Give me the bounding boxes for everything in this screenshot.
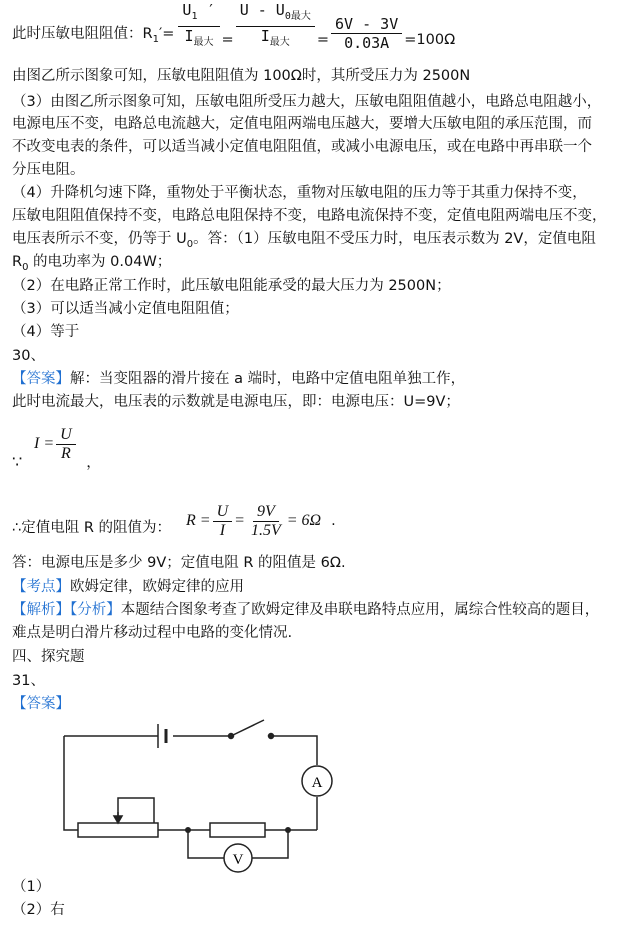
voltmeter-label: V bbox=[232, 852, 244, 868]
question-number: 30、 bbox=[12, 348, 45, 364]
text-line: （2）在电路正常工作时，此压敏电阻能承受的最大压力为 2500N； bbox=[12, 278, 451, 294]
text-line: 此时电流最大，电压表的示数就是电源电压，即：电源电压：U=9V； bbox=[12, 394, 460, 410]
formula-resistance bbox=[12, 1, 456, 52]
wire-top-right bbox=[272, 736, 317, 765]
text-line: 由图乙所示图象可知，压敏电阻阻值为 100Ω时，其所受压力为 2500N bbox=[12, 68, 471, 84]
text-line: （2）右 bbox=[12, 902, 65, 918]
voltmeter-icon bbox=[224, 844, 252, 872]
text-line: $R_0$ 的电功率为 0.04W； bbox=[12, 254, 172, 273]
text-line: （4）等于 bbox=[12, 324, 80, 340]
text-line: 不改变电表的条件，可以适当减小定值电阻阻值，或减小电源电压，或在电路中再串联一个 bbox=[12, 139, 592, 155]
switch-icon bbox=[229, 720, 274, 739]
junction-dot bbox=[285, 827, 291, 833]
formula-ohm: I = $\frac{U}{R}$ bbox=[12, 420, 78, 468]
knowledge-point: 【考点】欧姆定律，欧姆定律的应用 bbox=[12, 579, 244, 595]
fraction-u-r: $\frac{U}{R}$ bbox=[56, 426, 76, 463]
text-line: 电压表所示不变，仍等于 $U_0$。答：（1）压敏电阻不受压力时，电压表示数为 2V，定值电阻 bbox=[12, 231, 596, 250]
fraction-u1-imax: $\frac{U_1 '}{I_{最大}}$ bbox=[178, 1, 219, 52]
analysis-tag: 【解析】【分析】 bbox=[12, 602, 121, 618]
question-number: 31、 bbox=[12, 673, 45, 689]
answer-line bbox=[12, 694, 70, 714]
because-line: ∵ ， bbox=[12, 452, 101, 471]
rheostat-icon bbox=[78, 812, 158, 837]
text-line: 分压电阻。 bbox=[12, 162, 85, 178]
analysis-line: 【解析】【分析】本题结合图象考查了欧姆定律及串联电路特点应用，属综合性较高的题目， bbox=[12, 602, 600, 618]
fraction-numeric: $\frac{6V - 3V}{0.03A}$ bbox=[331, 15, 402, 52]
text-line: 电源电压不变，电路总电流越大，定值电阻两端电压越大，要增大压敏电阻的承压范围，而 bbox=[12, 116, 592, 132]
text-line: ∴定值电阻 R 的阻值为： bbox=[12, 520, 172, 536]
text-line: 答：电源电压是多少 9V；定值电阻 R 的阻值是 6Ω. bbox=[12, 555, 346, 571]
circuit-diagram bbox=[40, 712, 360, 890]
answer-tag: 【答案】 bbox=[12, 696, 70, 712]
answer-line: 【答案】解：当变阻器的滑片接在 a 端时，电路中定值电阻单独工作， bbox=[12, 371, 466, 387]
formula-label: 此时压敏电阻阻值：$R_1'=$ bbox=[12, 26, 175, 45]
formula-r: R = $\frac{U}{I}$ = $\frac{9V}{1.5V}$ = 6Ω . bbox=[186, 502, 336, 539]
battery-icon bbox=[158, 724, 166, 748]
fraction-u-i: $\frac{U}{I}$ bbox=[213, 503, 233, 540]
resistor-icon bbox=[210, 823, 265, 837]
fraction-9v-1-5v: $\frac{9V}{1.5V}$ bbox=[250, 502, 281, 539]
section-heading: 四、探究题 bbox=[12, 649, 85, 665]
knowledge-tag: 【考点】 bbox=[12, 579, 70, 595]
ammeter-label: A bbox=[311, 775, 323, 791]
text-line: 压敏电阻阻值保持不变，电路总电阻保持不变，电路电流保持不变，定值电阻两端电压不变， bbox=[12, 208, 607, 224]
text-line: （3）由图乙所示图象可知，压敏电阻所受压力越大，压敏电阻阻值越小，电路总电阻越小， bbox=[12, 94, 602, 110]
equals-sign: = bbox=[221, 32, 234, 48]
ammeter-icon bbox=[302, 766, 332, 796]
text-line: （3）可以适当减小定值电阻阻值； bbox=[12, 301, 239, 317]
text-line: （1） bbox=[12, 879, 51, 895]
text-line: （4）升降机匀速下降，重物处于平衡状态，重物对压敏电阻的压力等于其重力保持不变， bbox=[12, 185, 587, 201]
wire-left bbox=[64, 736, 78, 830]
formula-result: =100Ω bbox=[404, 32, 456, 48]
fraction-u-u0-imax: $\frac{U - U_{0最大}}{I_{最大}}$ bbox=[236, 1, 315, 52]
answer-tag: 【答案】 bbox=[12, 371, 70, 387]
junction-dot bbox=[185, 827, 191, 833]
equals-sign: = bbox=[316, 32, 330, 48]
text-line: 难点是明白滑片移动过程中电路的变化情况. bbox=[12, 625, 293, 641]
